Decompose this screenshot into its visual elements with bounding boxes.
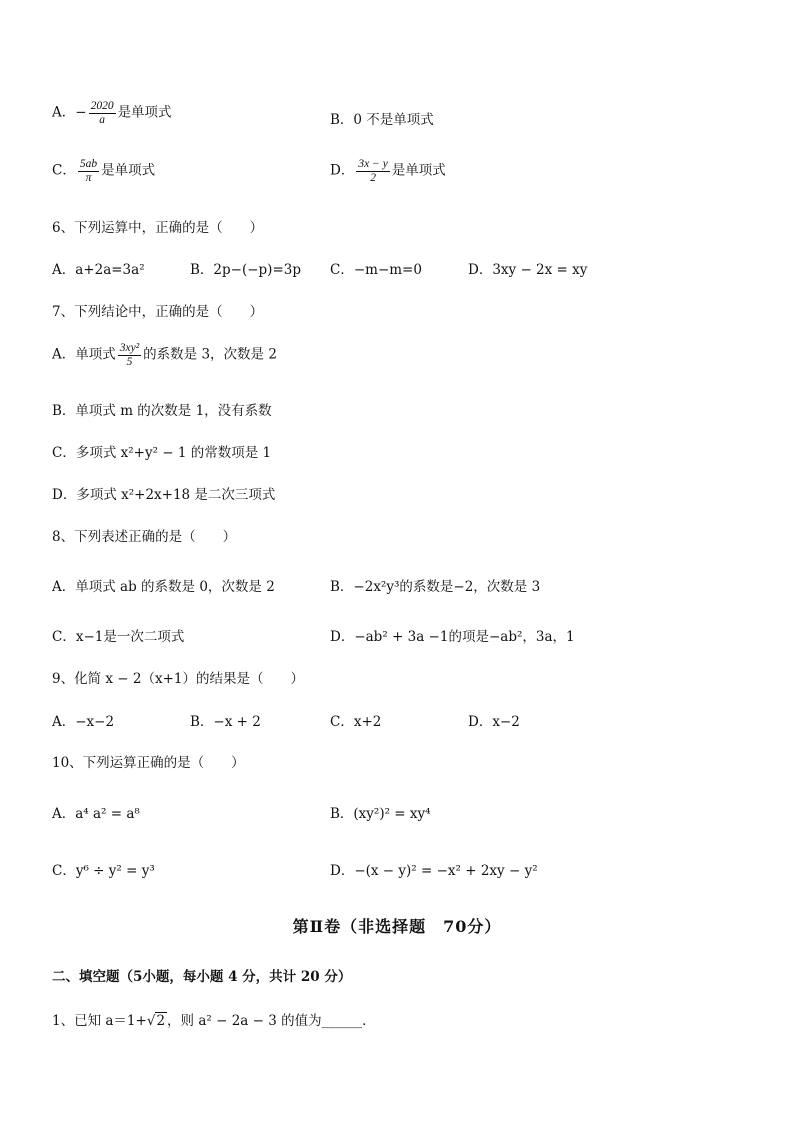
- q7-a-prefix: A．单项式: [52, 346, 116, 363]
- q5-option-d: [330, 158, 446, 184]
- q6-option-a: A．a+2a=3a²: [52, 262, 145, 278]
- q10-option-b: B．(xy²)² = xy⁴: [330, 806, 431, 822]
- q5-c-denominator: π: [85, 171, 92, 184]
- q7-a-numerator: 3xy²: [119, 342, 140, 354]
- q9-option-c: C．x+2: [330, 714, 382, 730]
- q5-a-prefix: A．−: [52, 104, 87, 121]
- q5-d-text: 是单项式: [391, 162, 446, 179]
- q7-option-a: [52, 342, 277, 368]
- q10-option-c: C．y⁶ ÷ y² = y³: [52, 863, 155, 879]
- q7-option-b: B．单项式 m 的次数是 1，没有系数: [52, 403, 272, 419]
- q5-c-fraction: [78, 158, 99, 184]
- q5-a-fraction: [89, 100, 116, 126]
- q9-stem: 9、化简 x − 2（x+1）的结果是（ ）: [52, 671, 304, 687]
- q7-option-c: C．多项式 x²+y² − 1 的常数项是 1: [52, 445, 272, 461]
- q5-a-denominator: a: [99, 113, 105, 126]
- q5-c-text: 是单项式: [101, 162, 156, 179]
- fill-question-1: [52, 1009, 376, 1029]
- q5-d-fraction: [356, 158, 389, 184]
- q7-stem: 7、下列结论中，正确的是（ ）: [52, 304, 264, 320]
- q10-option-a: A．a⁴ a² = a⁸: [52, 806, 140, 822]
- q5-d-numerator: 3x − y: [358, 158, 388, 170]
- fill1-prefix: 1、已知 a＝1+: [52, 1013, 147, 1029]
- q8-option-d: D．−ab² + 3a −1的项是−ab²，3a，1: [330, 629, 575, 645]
- q5-option-a: [52, 100, 172, 126]
- q7-a-fraction: [118, 342, 141, 368]
- q5-option-c: [52, 158, 155, 184]
- q5-c-prefix: C．: [52, 162, 76, 179]
- q10-option-d: D．−(x − y)² = −x² + 2xy − y²: [330, 863, 538, 879]
- q8-option-c: C．x−1是一次二项式: [52, 629, 185, 645]
- q8-option-a: A．单项式 ab 的系数是 0，次数是 2: [52, 579, 275, 595]
- q5-c-numerator: 5ab: [79, 158, 98, 170]
- q5-d-prefix: D．: [330, 162, 355, 179]
- q6-option-d: D．3xy − 2x = xy: [468, 262, 588, 278]
- section-title: 第Ⅱ卷（非选择题 70分）: [292, 917, 502, 936]
- q5-a-text: 是单项式: [117, 104, 172, 121]
- q10-stem: 10、下列运算正确的是（ ）: [52, 755, 245, 771]
- q6-stem: 6、下列运算中，正确的是（ ）: [52, 220, 264, 236]
- q5-d-denominator: 2: [370, 171, 376, 184]
- q7-a-text: 的系数是 3，次数是 2: [143, 346, 277, 363]
- q9-option-b: B．−x + 2: [190, 714, 261, 730]
- q8-option-b: B．−2x²y³的系数是−2，次数是 3: [330, 579, 541, 595]
- q5-a-numerator: 2020: [90, 100, 114, 112]
- q6-option-b: B．2p−(−p)=3p: [190, 262, 301, 278]
- q7-a-denominator: 5: [126, 355, 133, 368]
- q5-option-b: B．0 不是单项式: [330, 112, 434, 128]
- q9-option-d: D．x−2: [468, 714, 520, 730]
- fill1-radicand: 2: [156, 1013, 166, 1029]
- fill1-suffix: ，则 a² − 2a − 3 的值为______．: [167, 1013, 376, 1029]
- q9-option-a: A．−x−2: [52, 714, 115, 730]
- q6-option-c: C．−m−m=0: [330, 262, 422, 278]
- sqrt-icon: √: [146, 1013, 156, 1029]
- part-heading: 二、填空题（5小题，每小题 4 分，共计 20 分）: [52, 969, 352, 985]
- q8-stem: 8、下列表述正确的是（ ）: [52, 529, 237, 545]
- q7-option-d: D．多项式 x²+2x+18 是二次三项式: [52, 487, 276, 503]
